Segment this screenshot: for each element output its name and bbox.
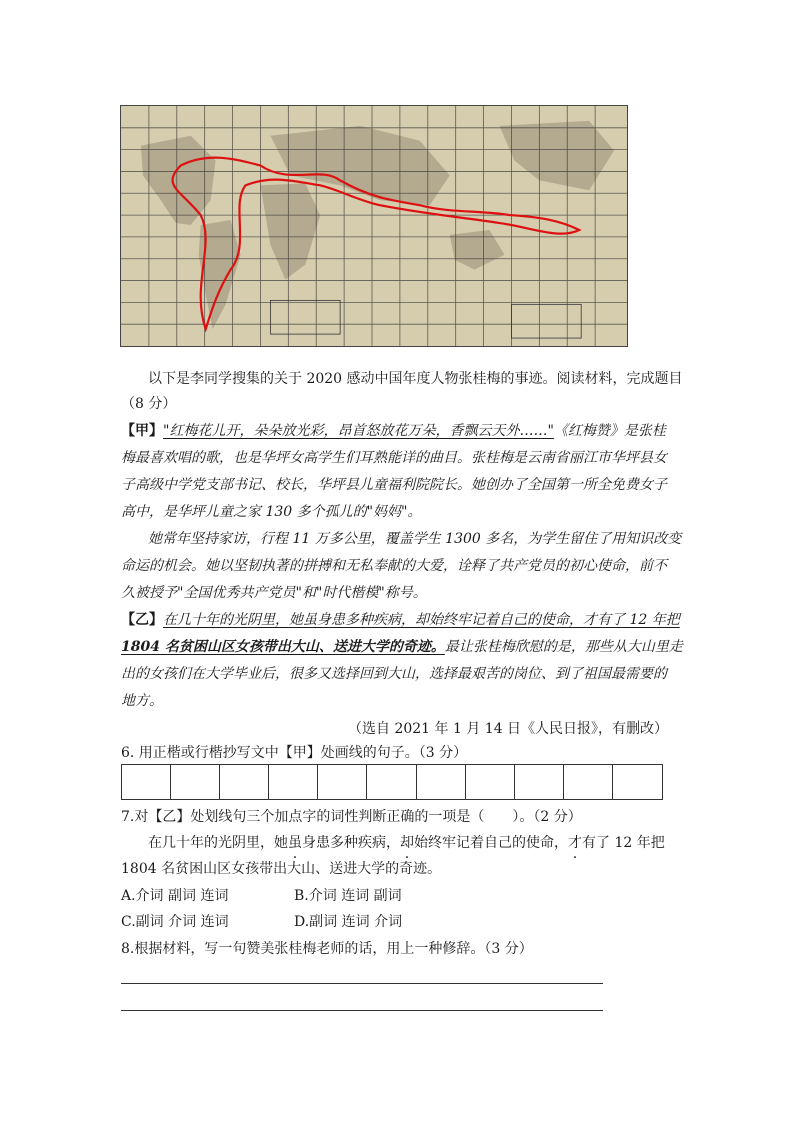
answer-line-1[interactable] — [121, 983, 603, 984]
jia-line-4: 高中，是华坪儿童之家 130 多个孤儿的"妈妈"。 — [121, 504, 422, 520]
option-c[interactable]: C.副词 介词 连词 — [121, 914, 229, 930]
answer-line-2[interactable] — [121, 1010, 603, 1011]
jia-line-1 — [121, 418, 666, 445]
grid-cell[interactable] — [515, 765, 564, 799]
yi-line-3: 出的女孩们在大学毕业后，很多又选择回到大山，选择最艰苦的岗位、到了祖国最需要的 — [121, 666, 667, 682]
q7-dotted-word-3: 才 — [568, 835, 582, 851]
jia-line-1-rest: 《红梅赞》是张桂 — [553, 423, 666, 439]
q7-s1-e: 有了 12 年把 — [582, 835, 665, 851]
grid-cell[interactable] — [220, 765, 269, 799]
grid-cell[interactable] — [269, 765, 318, 799]
jia-tag: 【甲】 — [121, 423, 163, 439]
yi-line-4: 地方。 — [121, 693, 163, 709]
para2-line-2: 命运的机会。她以坚韧执著的拼搏和无私奉献的大爱，诠释了共产党员的初心使命，前不 — [121, 558, 667, 574]
yi-tag: 【乙】 — [121, 612, 163, 628]
yi-underlined-1: 在几十年的光阴里，她虽身患多种疾病，却始终牢记着自己的使命，才有了 12 年把 — [163, 612, 680, 628]
question-7-sentence-2: 1804 名贫困山区女孩带出大山、送进大学的奇迹。 — [121, 861, 442, 877]
grid-cell[interactable] — [171, 765, 220, 799]
grid-cell[interactable] — [564, 765, 613, 799]
copy-writing-grid[interactable] — [121, 764, 663, 800]
grid-cell[interactable] — [613, 765, 662, 799]
grid-cell[interactable] — [466, 765, 515, 799]
q7-s1-c: 始终牢记着自己的使命， — [414, 835, 568, 851]
para2-line-1: 她常年坚持家访，行程 11 万多公里，覆盖学生 1300 多名，为学生留住了用知识改变 — [148, 531, 682, 547]
jia-line-2: 梅最喜欢唱的歌，也是华坪女高学生们耳熟能详的曲目。张桂梅是云南省丽江市华坪县女 — [121, 450, 667, 466]
option-a[interactable]: A.介词 副词 连词 — [121, 888, 229, 904]
jia-underlined-sentence: "红梅花儿开，朵朵放光彩，昂首怒放花万朵，香飘云天外……" — [163, 423, 554, 439]
question-7-stem: 7.对【乙】处划线句三个加点字的词性判断正确的一项是（ ）。（2 分） — [121, 809, 582, 825]
source-citation: （选自 2021 年 1 月 14 日《人民日报》，有删改） — [348, 721, 669, 737]
grid-cell[interactable] — [122, 765, 171, 799]
question-7-sentence-1 — [148, 830, 665, 857]
map-graphic — [121, 106, 627, 346]
q7-s1-a: 在几十年的光阴里，她 — [148, 835, 288, 851]
grid-cell[interactable] — [417, 765, 466, 799]
yi-line-2-rest: 最让张桂梅欣慰的是，那些从大山里走 — [444, 639, 683, 655]
grid-cell[interactable] — [367, 765, 416, 799]
yi-line-2 — [121, 634, 683, 661]
intro-line-1: 以下是李同学搜集的关于 2020 感动中国年度人物张桂梅的事迹。阅读材料，完成题目 — [148, 371, 683, 387]
yi-underlined-2: 1804 名贫困山区女孩带出大山、送进大学的奇迹。 — [121, 639, 445, 655]
option-b[interactable]: B.介词 连词 副词 — [294, 888, 402, 904]
world-map-illustration — [120, 105, 628, 347]
yi-line-1 — [121, 607, 680, 634]
jia-line-3: 子高级中学党支部书记、校长，华坪县儿童福利院院长。她创办了全国第一所全免费女子 — [121, 477, 667, 493]
q7-s1-b: 身患多种疾病， — [302, 835, 400, 851]
grid-cell[interactable] — [318, 765, 367, 799]
question-8: 8.根据材料，写一句赞美张桂梅老师的话，用上一种修辞。（3 分） — [121, 941, 533, 957]
question-6: 6. 用正楷或行楷抄写文中【甲】处画线的句子。（3 分） — [121, 745, 468, 761]
para2-line-3: 久被授予"全国优秀共产党员"和"时代楷模"称号。 — [121, 585, 427, 601]
intro-line-2: （8 分） — [121, 396, 177, 412]
q7-dotted-word-1: 虽 — [288, 835, 302, 851]
q7-dotted-word-2: 却 — [400, 835, 414, 851]
option-d[interactable]: D.副词 连词 介词 — [294, 914, 403, 930]
